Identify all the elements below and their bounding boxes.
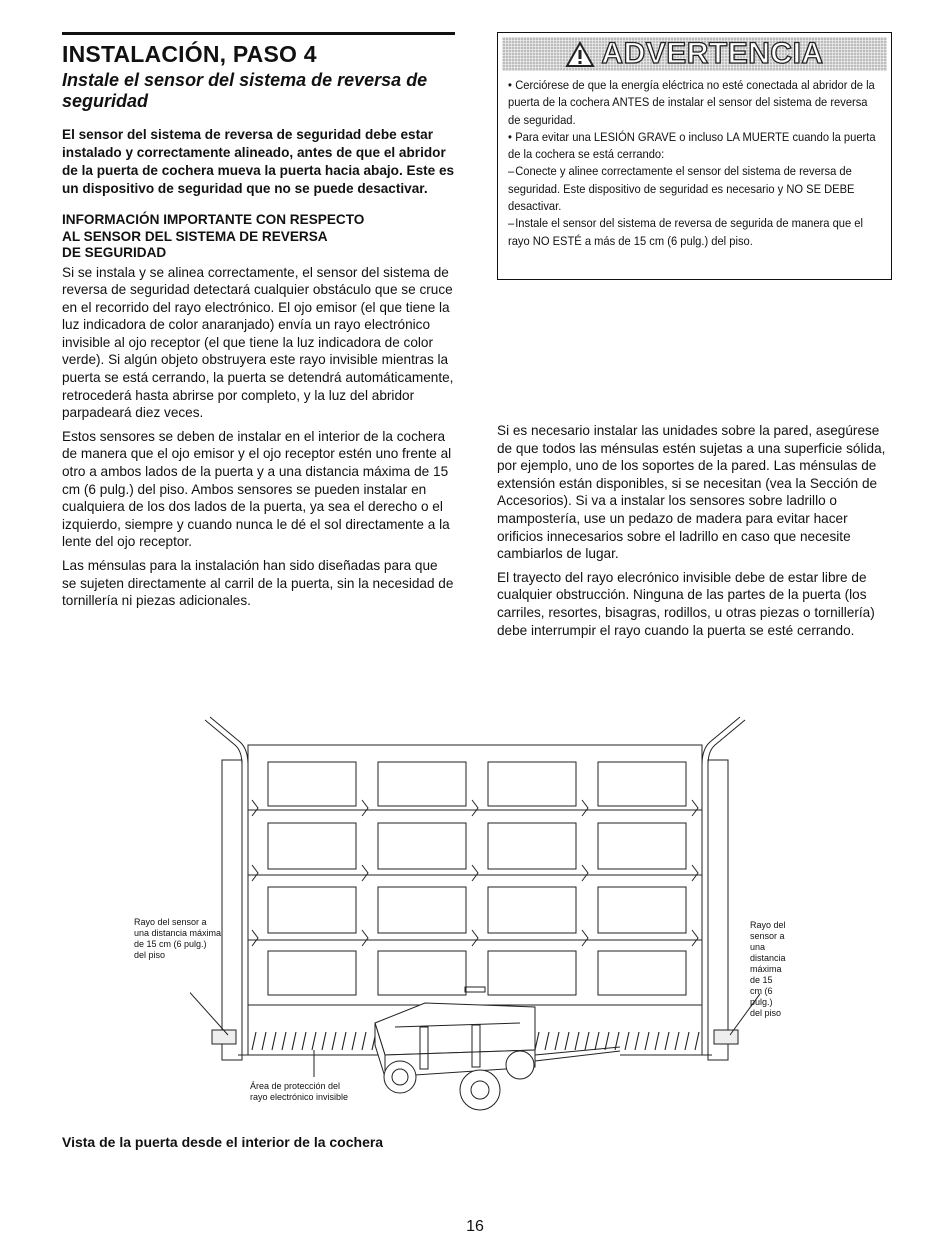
right-paragraph-1: Si es necesario instalar las unidades sobre la pared, asegúrese de que todos las ménsulas estén sujetas a una superficie sólida, por ejemplo, uno de los soportes de la pared. Las ménsulas de extensión están disponibles, si se necesitan (vea la Sección de Accesorios). Si va a instalar los sensores sobre ladrillo o mampostería, use un pedazo de madera para evitar hacer orificios innecesarios sobre el ladrillo en caso que necesite cambiarlos de lugar. xyxy=(497,423,886,562)
page-number: 16 xyxy=(466,1218,484,1235)
door-panels xyxy=(268,762,686,995)
warning-list xyxy=(508,77,881,250)
body-paragraph-3: Las ménsulas para la instalación han sido diseñadas para que se sujeten directamente al carril de la puerta, sin la necesidad de tornillería ni piezas adicionales. xyxy=(62,558,454,609)
right-column xyxy=(497,32,892,280)
body-paragraph-1: Si se instala y se alinea correctamente, el sensor del sistema de reversa de seguridad detectará cualquier obstáculo que se cruce en el recorrido del rayo electrónico. El ojo emisor (el que tiene la luz indicadora de color anaranjado) envía un rayo electrónico invisible al ojo receptor (el que tiene la luz indicadora de color verde). Si algún objeto obstruyera este rayo invisible mientras la puerta se está cerrando, la puerta se detendrá automáticamente, retrocederá hasta abrirse por completo, y la luz del abridor parpadeará diez veces. xyxy=(62,264,454,421)
important-heading-line-2: AL SENSOR DEL SISTEMA DE REVERSA xyxy=(62,228,328,244)
warning-item: –Instale el sensor del sistema de reversa de segurida de manera que el rayo NO ESTÉ a más de 15 cm (6 pulg.) del piso. xyxy=(508,216,863,248)
garage-door-illustration xyxy=(190,705,760,1115)
warning-header xyxy=(502,37,887,71)
left-column xyxy=(62,32,455,616)
important-heading-line-1: INFORMACIÓN IMPORTANTE CON RESPECTO xyxy=(62,212,365,227)
lead-paragraph: El sensor del sistema de reversa de seguridad debe estar instalado y correctamente alineado, antes de que el abridor de la puerta de cochera mueva la puerta hacia abajo. Este es un dispositivo de seguridad que no se puede desactivar. xyxy=(62,127,455,196)
right-text xyxy=(497,422,892,645)
warning-item: • Para evitar una LESIÓN GRAVE o incluso LA MUERTE cuando la puerta de la cochera se está cerrando: xyxy=(508,129,876,162)
left-sensor xyxy=(212,1030,236,1044)
warning-item: –Conecte y alinee correctamente el sensor del sistema de reversa de seguridad. Este dispositivo de seguridad es necesario y NO SE DEBE desactivar. xyxy=(508,164,855,214)
warning-triangle-icon xyxy=(565,41,595,68)
section-subtitle: Instale el sensor del sistema de reversa de seguridad xyxy=(62,70,428,111)
step-title: INSTALACIÓN, PASO 4 xyxy=(62,41,317,67)
body-paragraph-2: Estos sensores se deben de instalar en el interior de la cochera de manera que el ojo emisor y el ojo receptor estén uno frente al otro a ambos lados de la puerta y a una distancia máxima de 15 cm (6 pulg.) del piso. Ambos sensores se pueden instalar en cualquiera de los dos lados de la puerta, ya sea el derecho o el izquierdo, siempre y cuando nunca le dé el sol directamente a la lente del ojo receptor. xyxy=(62,428,452,550)
important-heading xyxy=(62,212,455,262)
right-beam-label: Rayo del sensor a una distancia máxima de 15 cm (6 pulg.) del piso xyxy=(750,920,786,1018)
warning-box xyxy=(497,32,892,280)
protection-area-label: Área de protección del rayo electrónico invisible xyxy=(250,1081,349,1102)
garage-door-figure xyxy=(134,705,786,1115)
right-paragraph-2: El trayecto del rayo elecrónico invisible debe de estar libre de cualquier obstrucción. Ninguna de las partes de la puerta (los carriles, resortes, bisagras, rodillos, u otras piezas o tornillería) debe interrumpir el rayo cuando la puerta se esté cerrando. xyxy=(497,569,875,638)
wagon-illustration xyxy=(375,1003,620,1110)
figure-caption: Vista de la puerta desde el interior de la cochera xyxy=(62,1134,384,1150)
warning-title-text: ADVERTENCIA xyxy=(601,37,824,70)
warning-item: • Cerciórese de que la energía eléctrica no esté conectada al abridor de la puerta de la cochera ANTES de instalar el sensor del sistema de reversa de seguridad. xyxy=(508,78,875,127)
title-rule xyxy=(62,32,455,35)
left-beam-label: Rayo del sensor a una distancia máxima de 15 cm (6 pulg.) del piso xyxy=(134,917,222,960)
right-sensor xyxy=(714,1030,738,1044)
warning-title xyxy=(565,37,823,71)
important-heading-line-3: DE SEGURIDAD xyxy=(62,245,167,260)
door-hinges xyxy=(252,800,698,946)
